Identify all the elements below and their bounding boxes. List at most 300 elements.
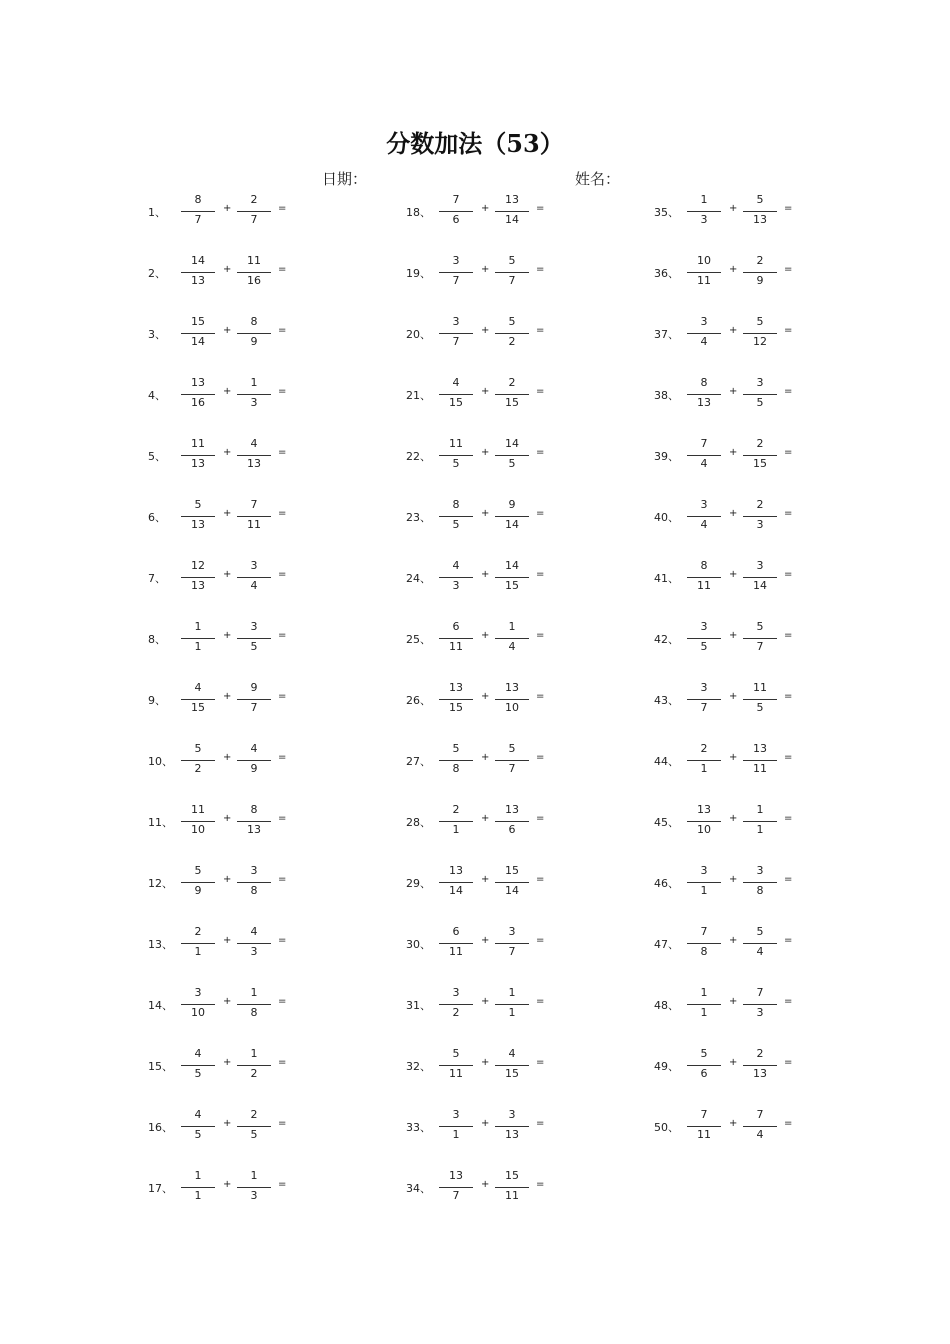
fraction-bar	[237, 1126, 271, 1127]
first-fraction	[439, 924, 473, 964]
problem-number: 27、	[406, 755, 431, 768]
first-fraction	[181, 192, 215, 232]
plus-sign: +	[223, 935, 232, 946]
equals-sign: =	[784, 752, 793, 763]
fraction-bar	[495, 333, 529, 334]
fraction-bar	[237, 516, 271, 517]
equals-sign: =	[784, 1057, 793, 1068]
fraction-bar	[743, 272, 777, 273]
problem-item	[148, 985, 318, 1025]
first-fraction	[439, 619, 473, 659]
denominator: 15	[753, 457, 767, 470]
numerator: 2	[756, 437, 764, 450]
numerator: 15	[505, 1169, 519, 1182]
numerator: 13	[505, 193, 519, 206]
numerator: 1	[250, 986, 258, 999]
denominator: 10	[505, 701, 519, 714]
equals-sign: =	[784, 386, 793, 397]
second-fraction	[495, 253, 529, 293]
denominator: 11	[753, 762, 767, 775]
denominator: 5	[250, 1128, 258, 1141]
problem-item	[406, 741, 576, 781]
problem-number: 40、	[654, 511, 679, 524]
denominator: 15	[449, 701, 463, 714]
second-fraction	[743, 436, 777, 476]
second-fraction	[743, 375, 777, 415]
denominator: 11	[449, 945, 463, 958]
first-fraction	[181, 680, 215, 720]
numerator: 4	[508, 1047, 516, 1060]
equals-sign: =	[536, 447, 545, 458]
fraction-bar	[439, 394, 473, 395]
fraction-bar	[743, 1004, 777, 1005]
fraction-bar	[743, 211, 777, 212]
equals-sign: =	[278, 264, 287, 275]
equals-sign: =	[784, 996, 793, 1007]
fraction-bar	[181, 394, 215, 395]
first-fraction	[439, 863, 473, 903]
second-fraction	[743, 314, 777, 354]
denominator: 10	[191, 1006, 205, 1019]
denominator: 7	[250, 701, 258, 714]
denominator: 7	[452, 1189, 460, 1202]
numerator: 14	[505, 437, 519, 450]
problem-item	[148, 1046, 318, 1086]
first-fraction	[181, 375, 215, 415]
second-fraction	[495, 985, 529, 1025]
second-fraction	[237, 375, 271, 415]
plus-sign: +	[729, 447, 738, 458]
plus-sign: +	[223, 813, 232, 824]
fraction-bar	[439, 1004, 473, 1005]
numerator: 3	[700, 864, 708, 877]
problem-item	[406, 558, 576, 598]
numerator: 3	[250, 620, 258, 633]
fraction-bar	[181, 699, 215, 700]
plus-sign: +	[729, 1118, 738, 1129]
fraction-bar	[439, 638, 473, 639]
problem-item	[654, 314, 824, 354]
equals-sign: =	[278, 508, 287, 519]
numerator: 3	[194, 986, 202, 999]
first-fraction	[687, 192, 721, 232]
denominator: 8	[700, 945, 708, 958]
problem-number: 41、	[654, 572, 679, 585]
first-fraction	[439, 1168, 473, 1208]
equals-sign: =	[278, 996, 287, 1007]
problem-number: 24、	[406, 572, 431, 585]
numerator: 5	[756, 315, 764, 328]
first-fraction	[181, 1168, 215, 1208]
numerator: 13	[753, 742, 767, 755]
numerator: 3	[452, 254, 460, 267]
denominator: 16	[191, 396, 205, 409]
problem-number: 23、	[406, 511, 431, 524]
fraction-bar	[237, 943, 271, 944]
fraction-bar	[181, 1126, 215, 1127]
numerator: 13	[191, 376, 205, 389]
first-fraction	[181, 619, 215, 659]
problem-number: 19、	[406, 267, 431, 280]
denominator: 7	[452, 274, 460, 287]
denominator: 9	[250, 762, 258, 775]
denominator: 14	[505, 518, 519, 531]
problem-item	[148, 1168, 318, 1208]
problem-item	[148, 1107, 318, 1147]
problem-item	[406, 924, 576, 964]
plus-sign: +	[729, 569, 738, 580]
numerator: 8	[250, 315, 258, 328]
problem-item	[148, 619, 318, 659]
denominator: 5	[756, 701, 764, 714]
fraction-bar	[439, 1187, 473, 1188]
problem-number: 1、	[148, 206, 166, 219]
denominator: 15	[449, 396, 463, 409]
denominator: 5	[756, 396, 764, 409]
denominator: 10	[191, 823, 205, 836]
fraction-bar	[495, 394, 529, 395]
equals-sign: =	[536, 1179, 545, 1190]
denominator: 7	[452, 335, 460, 348]
second-fraction	[743, 1046, 777, 1086]
plus-sign: +	[729, 752, 738, 763]
fraction-bar	[439, 760, 473, 761]
numerator: 7	[452, 193, 460, 206]
problem-item	[654, 741, 824, 781]
equals-sign: =	[536, 935, 545, 946]
second-fraction	[743, 619, 777, 659]
first-fraction	[181, 497, 215, 537]
fraction-bar	[495, 638, 529, 639]
plus-sign: +	[223, 752, 232, 763]
fraction-bar	[743, 699, 777, 700]
fraction-bar	[495, 943, 529, 944]
second-fraction	[495, 863, 529, 903]
numerator: 1	[508, 620, 516, 633]
problem-item	[148, 924, 318, 964]
first-fraction	[687, 436, 721, 476]
plus-sign: +	[481, 1118, 490, 1129]
fraction-bar	[439, 699, 473, 700]
first-fraction	[439, 1046, 473, 1086]
problem-item	[654, 253, 824, 293]
denominator: 1	[700, 884, 708, 897]
denominator: 14	[505, 213, 519, 226]
fraction-bar	[743, 333, 777, 334]
plus-sign: +	[223, 996, 232, 1007]
denominator: 7	[194, 213, 202, 226]
numerator: 14	[505, 559, 519, 572]
fraction-bar	[687, 943, 721, 944]
first-fraction	[439, 741, 473, 781]
second-fraction	[743, 924, 777, 964]
problem-item	[148, 863, 318, 903]
denominator: 13	[753, 213, 767, 226]
fraction-bar	[687, 760, 721, 761]
problem-item	[406, 314, 576, 354]
fraction-bar	[743, 455, 777, 456]
equals-sign: =	[536, 1118, 545, 1129]
problem-number: 5、	[148, 450, 166, 463]
plus-sign: +	[729, 630, 738, 641]
equals-sign: =	[784, 203, 793, 214]
fraction-bar	[687, 699, 721, 700]
second-fraction	[237, 253, 271, 293]
numerator: 3	[250, 559, 258, 572]
numerator: 7	[250, 498, 258, 511]
numerator: 5	[756, 193, 764, 206]
denominator: 10	[697, 823, 711, 836]
plus-sign: +	[729, 325, 738, 336]
denominator: 15	[505, 1067, 519, 1080]
fraction-bar	[237, 821, 271, 822]
numerator: 5	[194, 742, 202, 755]
problem-item	[654, 558, 824, 598]
numerator: 3	[700, 498, 708, 511]
numerator: 4	[194, 681, 202, 694]
first-fraction	[439, 985, 473, 1025]
equals-sign: =	[278, 874, 287, 885]
fraction-bar	[687, 577, 721, 578]
equals-sign: =	[278, 386, 287, 397]
plus-sign: +	[223, 203, 232, 214]
plus-sign: +	[223, 508, 232, 519]
problem-item	[654, 1107, 824, 1147]
problem-number: 28、	[406, 816, 431, 829]
equals-sign: =	[784, 1118, 793, 1129]
equals-sign: =	[278, 691, 287, 702]
second-fraction	[495, 680, 529, 720]
denominator: 1	[452, 1128, 460, 1141]
second-fraction	[743, 741, 777, 781]
denominator: 5	[700, 640, 708, 653]
first-fraction	[687, 741, 721, 781]
numerator: 2	[452, 803, 460, 816]
plus-sign: +	[481, 813, 490, 824]
denominator: 13	[753, 1067, 767, 1080]
second-fraction	[495, 619, 529, 659]
denominator: 15	[505, 396, 519, 409]
plus-sign: +	[481, 447, 490, 458]
denominator: 4	[756, 945, 764, 958]
fraction-bar	[743, 394, 777, 395]
plus-sign: +	[729, 203, 738, 214]
denominator: 4	[508, 640, 516, 653]
problem-number: 36、	[654, 267, 679, 280]
problem-item	[406, 253, 576, 293]
second-fraction	[237, 619, 271, 659]
numerator: 9	[250, 681, 258, 694]
numerator: 5	[194, 864, 202, 877]
plus-sign: +	[481, 691, 490, 702]
first-fraction	[687, 619, 721, 659]
numerator: 5	[700, 1047, 708, 1060]
equals-sign: =	[536, 1057, 545, 1068]
numerator: 3	[756, 864, 764, 877]
equals-sign: =	[278, 935, 287, 946]
problem-item	[654, 1046, 824, 1086]
denominator: 13	[697, 396, 711, 409]
second-fraction	[743, 558, 777, 598]
fraction-bar	[687, 1004, 721, 1005]
second-fraction	[237, 1107, 271, 1147]
denominator: 3	[452, 579, 460, 592]
problem-number: 46、	[654, 877, 679, 890]
fraction-bar	[743, 516, 777, 517]
fraction-bar	[439, 882, 473, 883]
numerator: 1	[250, 376, 258, 389]
first-fraction	[181, 741, 215, 781]
denominator: 4	[700, 457, 708, 470]
problem-number: 48、	[654, 999, 679, 1012]
problem-number: 39、	[654, 450, 679, 463]
denominator: 8	[250, 884, 258, 897]
problem-number: 26、	[406, 694, 431, 707]
fraction-bar	[439, 943, 473, 944]
fraction-bar	[237, 882, 271, 883]
problem-number: 38、	[654, 389, 679, 402]
fraction-bar	[687, 1065, 721, 1066]
problem-item	[406, 375, 576, 415]
denominator: 8	[756, 884, 764, 897]
fraction-bar	[181, 333, 215, 334]
numerator: 5	[508, 254, 516, 267]
fraction-bar	[237, 638, 271, 639]
denominator: 6	[508, 823, 516, 836]
problem-number: 18、	[406, 206, 431, 219]
equals-sign: =	[784, 264, 793, 275]
denominator: 16	[247, 274, 261, 287]
problem-number: 6、	[148, 511, 166, 524]
second-fraction	[237, 924, 271, 964]
denominator: 5	[194, 1128, 202, 1141]
numerator: 2	[756, 1047, 764, 1060]
numerator: 3	[452, 986, 460, 999]
fraction-bar	[495, 211, 529, 212]
numerator: 14	[191, 254, 205, 267]
second-fraction	[495, 1168, 529, 1208]
problem-item	[406, 863, 576, 903]
first-fraction	[687, 558, 721, 598]
first-fraction	[687, 985, 721, 1025]
numerator: 11	[753, 681, 767, 694]
problem-number: 50、	[654, 1121, 679, 1134]
plus-sign: +	[481, 203, 490, 214]
second-fraction	[495, 375, 529, 415]
plus-sign: +	[223, 1179, 232, 1190]
plus-sign: +	[481, 752, 490, 763]
fraction-bar	[237, 394, 271, 395]
problem-item	[406, 680, 576, 720]
first-fraction	[181, 985, 215, 1025]
problem-number: 37、	[654, 328, 679, 341]
denominator: 4	[756, 1128, 764, 1141]
first-fraction	[687, 924, 721, 964]
equals-sign: =	[784, 325, 793, 336]
second-fraction	[495, 1046, 529, 1086]
problem-item	[654, 985, 824, 1025]
equals-sign: =	[536, 813, 545, 824]
second-fraction	[743, 863, 777, 903]
fraction-bar	[181, 821, 215, 822]
numerator: 3	[452, 315, 460, 328]
problem-item	[654, 436, 824, 476]
problem-item	[654, 619, 824, 659]
first-fraction	[439, 802, 473, 842]
equals-sign: =	[784, 508, 793, 519]
fraction-bar	[743, 943, 777, 944]
fraction-bar	[237, 1065, 271, 1066]
equals-sign: =	[536, 569, 545, 580]
equals-sign: =	[536, 752, 545, 763]
plus-sign: +	[223, 386, 232, 397]
second-fraction	[495, 314, 529, 354]
equals-sign: =	[536, 203, 545, 214]
numerator: 5	[194, 498, 202, 511]
problem-number: 32、	[406, 1060, 431, 1073]
fraction-bar	[743, 638, 777, 639]
denominator: 7	[508, 945, 516, 958]
plus-sign: +	[481, 264, 490, 275]
problem-item	[406, 619, 576, 659]
denominator: 7	[250, 213, 258, 226]
second-fraction	[743, 192, 777, 232]
numerator: 4	[250, 742, 258, 755]
denominator: 4	[700, 335, 708, 348]
denominator: 14	[449, 884, 463, 897]
first-fraction	[687, 314, 721, 354]
equals-sign: =	[278, 752, 287, 763]
fraction-bar	[181, 638, 215, 639]
numerator: 8	[452, 498, 460, 511]
numerator: 4	[250, 925, 258, 938]
problem-item	[654, 863, 824, 903]
numerator: 15	[191, 315, 205, 328]
fraction-bar	[237, 699, 271, 700]
fraction-bar	[687, 211, 721, 212]
equals-sign: =	[278, 1057, 287, 1068]
equals-sign: =	[536, 386, 545, 397]
plus-sign: +	[729, 813, 738, 824]
equals-sign: =	[536, 996, 545, 1007]
second-fraction	[495, 802, 529, 842]
fraction-bar	[439, 1126, 473, 1127]
first-fraction	[687, 375, 721, 415]
numerator: 3	[700, 315, 708, 328]
fraction-bar	[237, 760, 271, 761]
problem-number: 7、	[148, 572, 166, 585]
worksheet-title: 分数加法（53）	[386, 129, 564, 158]
second-fraction	[237, 802, 271, 842]
first-fraction	[687, 253, 721, 293]
fraction-bar	[181, 455, 215, 456]
problem-number: 12、	[148, 877, 173, 890]
fraction-bar	[495, 516, 529, 517]
problem-item	[406, 436, 576, 476]
numerator: 1	[194, 620, 202, 633]
denominator: 13	[247, 823, 261, 836]
first-fraction	[439, 436, 473, 476]
fraction-bar	[181, 760, 215, 761]
second-fraction	[495, 497, 529, 537]
fraction-bar	[237, 1187, 271, 1188]
equals-sign: =	[784, 874, 793, 885]
first-fraction	[687, 1046, 721, 1086]
numerator: 11	[247, 254, 261, 267]
denominator: 1	[452, 823, 460, 836]
numerator: 1	[700, 193, 708, 206]
denominator: 7	[508, 762, 516, 775]
